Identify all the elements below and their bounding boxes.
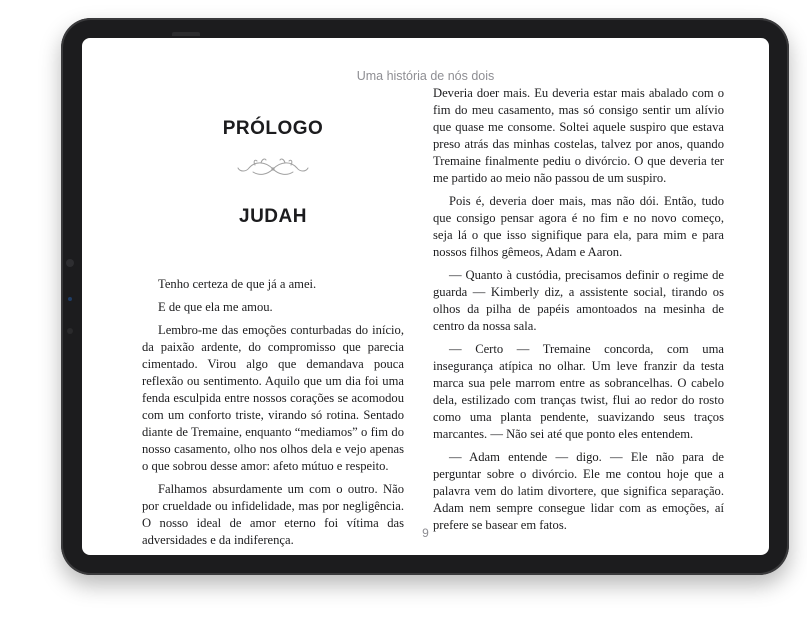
book-title: Uma história de nós dois [356, 69, 495, 83]
camera-sensor [68, 297, 72, 301]
paragraph: Falhamos absurdamente um com o outro. Não por crueldade ou infidelidade, mas por negligência. O nosso ideal de amor eterno foi vítima das adversidades e da indiferença. [142, 482, 404, 547]
page-number: 9 [422, 526, 429, 540]
paragraph: Pois é, deveria doer mais, mas não dói. Então, tudo que consigo pensar agora é no fim e no novo começo, seja lá o que isso signifique para ela, para mim e para nossos filhos gêmeos, Adam e Aaron. [433, 194, 724, 259]
paragraph: E de que ela me amou. [158, 300, 273, 314]
left-page[interactable] [142, 38, 404, 547]
left-page-text [142, 276, 404, 549]
paragraph: Lembro-me das emoções conturbadas do início, da paixão ardente, do compromisso que parecia cimentado. Virou algo que demandava pouca reflexão ou sentimento. Aquilo que um dia foi uma fenda esculpida entre nossos corações se acomodou com um conforto triste, virando só rotina. Sentado diante de Tremaine, enquanto “mediamos” o fim do nosso casamento, olho nos olhos dela e vejo apenas o que sobrou desse amor: afeto mútuo e respeito. [142, 323, 404, 473]
paragraph: Tenho certeza de que já a amei. [158, 277, 317, 291]
floral-divider-icon [233, 156, 313, 178]
top-button [172, 32, 200, 36]
right-page[interactable] [433, 85, 724, 534]
ambient-sensor [67, 328, 73, 334]
paragraph: Deveria doer mais. Eu deveria estar mais abalado com o fim do meu casamento, mas só consigo sentir um alívio que quase me consome. Soltei aquele suspiro que estava preso atrás das minhas costelas, talvez por anos, quando Tremaine finalmente pediu o divórcio. O que deveria ter me partido ao meio não passou de um suspiro. [433, 86, 724, 185]
paragraph: — Adam entende — digo. — Ele não para de perguntar sobre o divórcio. Ele me contou hoje que a palavra vem do latim divortere, que significa separação. Adam nem sempre consegue lidar com as emoções, aí prefere se basear em fatos. [433, 450, 724, 532]
paragraph: — Certo — Tremaine concorda, com uma insegurança atípica no olhar. Um leve franzir da testa marca sua pele marrom entre as sobrancelhas. O cabelo dela, estilizado com tranças twist, flui ao redor do rosto como uma planta pendente, suavizando seus traços marcantes. — Não sei até que ponto eles entendem. [433, 342, 724, 441]
reader-screen[interactable] [82, 38, 769, 555]
chapter-heading-judah: JUDAH [239, 206, 307, 227]
front-camera [66, 259, 74, 267]
chapter-heading-prologue: PRÓLOGO [222, 118, 324, 139]
paragraph: — Quanto à custódia, precisamos definir o regime de guarda — Kimberly diz, a assistente social, tirando os olhos da pilha de papéis amontoados na mesinha de centro da nossa sala. [433, 268, 724, 333]
